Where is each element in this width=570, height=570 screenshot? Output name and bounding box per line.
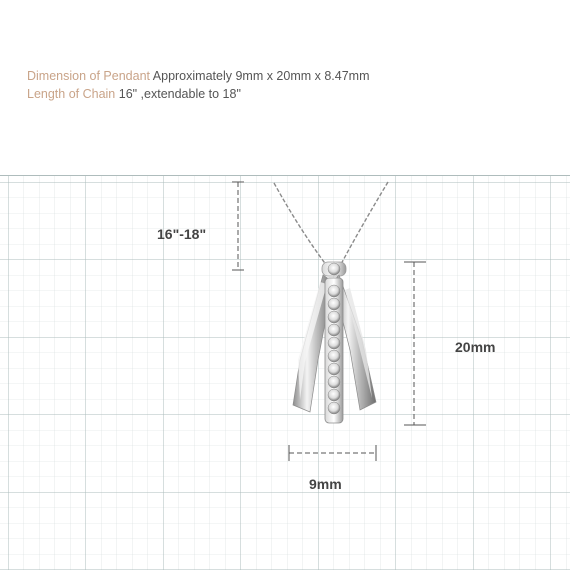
- necklace-chain: [274, 182, 388, 266]
- chain-length-key: Length of Chain: [27, 87, 116, 101]
- pendant-width-label: 9mm: [309, 476, 342, 492]
- pendant-height-label: 20mm: [455, 339, 496, 355]
- height-dimension-line: [404, 262, 426, 425]
- chain-length-value: 16" ,extendable to 18": [115, 87, 241, 101]
- pendant-dimension-value: Approximately 9mm x 20mm x 8.47mm: [150, 69, 370, 83]
- chain-length-label: 16"-18": [157, 226, 207, 242]
- pendant-dimension-key: Dimension of Pendant: [27, 69, 150, 83]
- chain-dimension-line: [232, 182, 244, 270]
- width-dimension-line: [289, 445, 376, 461]
